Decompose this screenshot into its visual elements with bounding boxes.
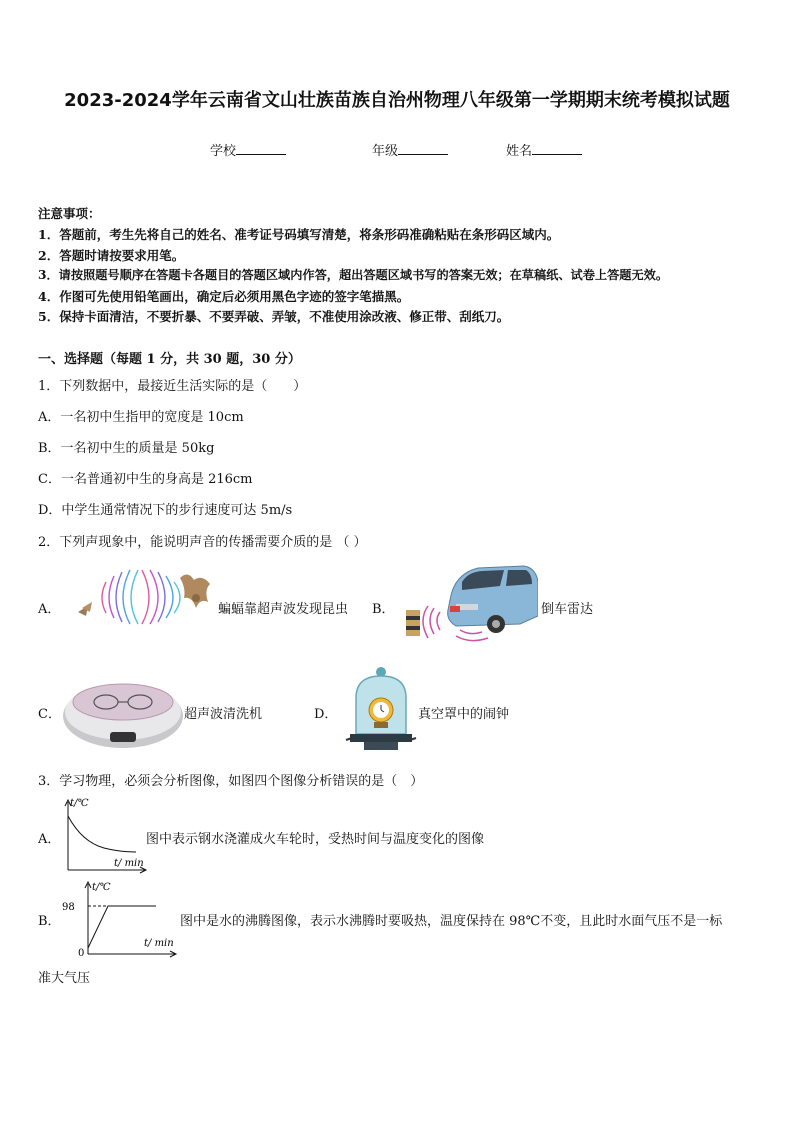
grade-field[interactable]	[372, 140, 448, 159]
y-axis-label: t/℃	[70, 798, 89, 809]
question-1-stem: 1．下列数据中，最接近生活实际的是（ ）	[38, 379, 307, 394]
notice-item: 1．答题前，考生先将自己的姓名、准考证号码填写清楚，将条形码准确粘贴在条形码区域内。	[38, 227, 560, 242]
tick-98-label: 98	[62, 902, 75, 913]
notice-item: 4．作图可先使用铅笔画出，确定后必须用黑色字迹的签字笔描黑。	[38, 289, 410, 304]
moth-icon	[78, 602, 92, 616]
boiling-curve-graph	[58, 876, 178, 958]
notice-item: 2．答题时请按要求用笔。	[38, 248, 185, 263]
q2-option-d-text: 真空罩中的闹钟	[418, 707, 510, 722]
q2-option-c-letter[interactable]: C．	[38, 707, 61, 722]
q3-option-b-text: 图中是水的沸腾图像，表示水沸腾时要吸热，温度保持在 98℃不变，且此时水面气压不是一标	[180, 914, 723, 929]
y-axis-label: t/℃	[92, 882, 111, 893]
school-blank[interactable]	[236, 140, 286, 155]
bat-ultrasound-image	[76, 568, 216, 628]
q1-option-a[interactable]: A．一名初中生指甲的宽度是 10cm	[38, 410, 244, 425]
name-field[interactable]	[506, 140, 582, 159]
traffic-cone-icon	[406, 610, 420, 636]
q3-option-a-text: 图中表示钢水浇灌成火车轮时，受热时间与温度变化的图像	[146, 832, 485, 847]
q1-option-b[interactable]: B．一名初中生的质量是 50kg	[38, 441, 215, 456]
car-icon	[448, 566, 538, 633]
q3-option-a-letter[interactable]: A．	[38, 832, 61, 847]
grade-blank[interactable]	[398, 140, 448, 155]
x-axis-label: t/ min	[114, 858, 144, 869]
bat-icon	[180, 574, 210, 608]
origin-label: 0	[78, 948, 85, 958]
q2-option-a-letter[interactable]: A．	[38, 602, 61, 617]
notice-heading: 注意事项：	[38, 206, 101, 221]
q1-option-c[interactable]: C．一名普通初中生的身高是 216cm	[38, 472, 253, 487]
page-title: 2023-2024学年云南省文山壮族苗族自治州物理八年级第一学期期末统考模拟试题	[64, 90, 730, 111]
q2-option-b-letter[interactable]: B．	[372, 602, 395, 617]
q2-option-a-text: 蝙蝠靠超声波发现昆虫	[218, 602, 349, 617]
q3-option-b-text-continued: 准大气压	[38, 971, 91, 986]
section-heading: 一、选择题（每题 1 分，共 30 题，30 分）	[38, 352, 301, 367]
bell-jar-clock-image	[344, 664, 418, 754]
q3-option-b-letter[interactable]: B．	[38, 914, 61, 929]
school-label: 学校	[210, 144, 237, 159]
question-2-stem: 2．下列声现象中，能说明声音的传播需要介质的是 （ ）	[38, 535, 367, 550]
grade-label: 年级	[372, 144, 399, 159]
cooling-curve-graph	[56, 794, 148, 876]
notice-item: 3．请按照题号顺序在答题卡各题目的答题区域内作答，超出答题区域书写的答案无效；在草稿纸、试卷上答题无效。	[38, 268, 669, 282]
q2-option-b-text: 倒车雷达	[541, 602, 594, 617]
q1-option-d[interactable]: D．中学生通常情况下的步行速度可达 5m/s	[38, 503, 293, 518]
name-blank[interactable]	[532, 140, 582, 155]
car-radar-image	[400, 560, 538, 642]
q2-option-d-letter[interactable]: D．	[314, 707, 338, 722]
x-axis-label: t/ min	[144, 938, 174, 949]
q2-option-c-text: 超声波清洗机	[184, 707, 263, 722]
notice-item: 5．保持卡面清洁，不要折暴、不要弄破、弄皱，不准使用涂改液、修正带、刮纸刀。	[38, 309, 510, 324]
school-field[interactable]	[210, 140, 286, 159]
ultrasonic-cleaner-image	[60, 668, 186, 752]
name-label: 姓名	[506, 144, 533, 159]
question-3-stem: 3．学习物理，必须会分析图像，如图四个图像分析错误的是（ ）	[38, 774, 424, 789]
